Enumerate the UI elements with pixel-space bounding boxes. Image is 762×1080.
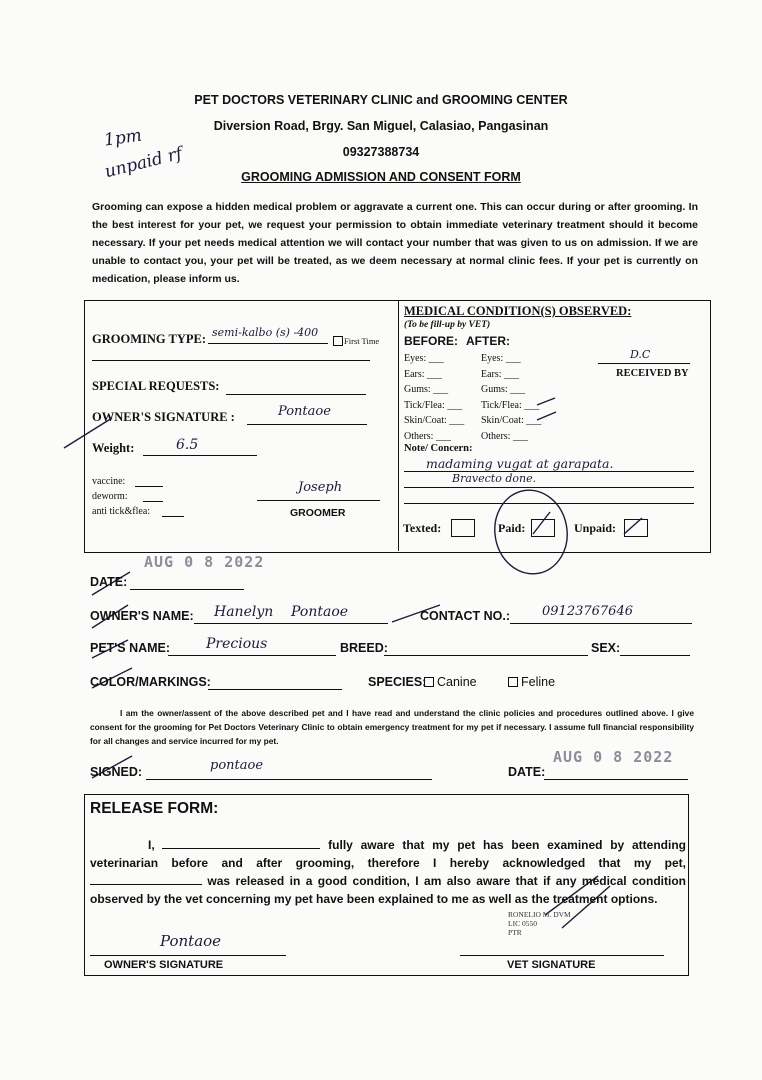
- after-label: AFTER:: [466, 334, 510, 348]
- owner-signature-value: Pontaoe: [278, 404, 331, 419]
- species-canine[interactable]: Canine: [424, 675, 477, 689]
- note-line-1[interactable]: madaming vugat at garapata.: [426, 456, 614, 471]
- date-stamp: AUG 0 8 2022: [144, 553, 265, 571]
- owner-signature-checkmark: [64, 418, 112, 448]
- margin-note-time: 1pm: [102, 125, 144, 151]
- medical-subtitle: (To be fill-up by VET): [404, 320, 491, 330]
- grooming-type-label: GROOMING TYPE:: [92, 332, 207, 346]
- clinic-name: PET DOCTORS VETERINARY CLINIC and GROOMING CENTER: [194, 93, 568, 107]
- owner-name-value[interactable]: Hanelyn Pontaoe: [214, 604, 349, 620]
- sex-label: SEX:: [591, 641, 621, 655]
- special-requests-label: SPECIAL REQUESTS:: [92, 379, 220, 393]
- before-list: Eyes: ___ Ears: ___ Gums: ___ Tick/Flea: ___ Skin/Coat: ___ Others: ___: [404, 353, 465, 442]
- groomer-name: Joseph: [298, 480, 343, 495]
- note-label: Note/ Concern:: [404, 443, 473, 454]
- form-title: GROOMING ADMISSION AND CONSENT FORM: [241, 170, 521, 184]
- clinic-phone: 09327388734: [342, 145, 420, 159]
- after-list: Eyes: ___ Ears: ___ Gums: ___ Tick/Flea: ___ Skin/Coat: ___ Others: ___: [481, 353, 542, 442]
- medical-title: MEDICAL CONDITION(S) OBSERVED:: [404, 304, 632, 318]
- consent-date-label: DATE:: [508, 765, 546, 779]
- grooming-type-value[interactable]: semi-kalbo (s) -400: [212, 326, 319, 339]
- release-title: RELEASE FORM:: [90, 800, 219, 817]
- species-feline[interactable]: Feline: [508, 675, 555, 689]
- consent-paragraph: I am the owner/assent of the above described pet and I have read and understand the clinic policies and procedures outlined above. I give consent for the grooming for Pet Doctors Veterinary Clinic to obtain emergency treatment for my pet if necessary. I assume full financial responsibility for all changes and service incurred for my pet.: [90, 708, 694, 746]
- margin-note-status: unpaid rf: [102, 143, 185, 183]
- vet-signature-label: VET SIGNATURE: [507, 959, 596, 971]
- weight-value[interactable]: 6.5: [176, 437, 199, 453]
- antitick-label: anti tick&flea:: [92, 506, 151, 517]
- received-by-label: RECEIVED BY: [616, 368, 689, 379]
- vet-stamp: RONELIO M. DVM LIC 0550 PTR: [508, 910, 571, 937]
- consent-date-stamp: AUG 0 8 2022: [553, 748, 674, 766]
- contact-value[interactable]: 09123767646: [542, 604, 633, 619]
- weight-label: Weight:: [92, 441, 135, 455]
- release-owner-signature-value: Pontaoe: [160, 932, 222, 950]
- after-ticks: [537, 398, 556, 420]
- deworm-label: deworm:: [92, 491, 128, 502]
- signed-label: SIGNED:: [90, 765, 143, 779]
- pet-name-value[interactable]: Precious: [206, 636, 268, 652]
- release-paragraph: I, fully aware that my pet has been examined by attending veterinarian before and after grooming, therefore I hereby acknowledged that my pet, was released in a good condition, I am also aware that if any medical condition observed by the vet concerning my pet have been explained to me as well as the treatment options.: [90, 838, 686, 906]
- owner-signature-label: OWNER'S SIGNATURE :: [92, 410, 235, 424]
- paid-label: Paid:: [498, 521, 526, 535]
- unpaid-label: Unpaid:: [574, 521, 617, 535]
- breed-label: BREED:: [340, 641, 388, 655]
- date-label: DATE:: [90, 575, 128, 589]
- paid-slash: [533, 512, 550, 534]
- first-time-label: First Time: [344, 336, 380, 346]
- contact-label: CONTACT NO.:: [420, 609, 511, 623]
- pet-name-label: PET'S NAME:: [90, 641, 171, 655]
- note-line-2[interactable]: Bravecto done.: [452, 472, 537, 485]
- received-by-value: D.C: [630, 348, 651, 361]
- color-markings-label: COLOR/MARKINGS:: [90, 675, 211, 689]
- groomer-label: GROOMER: [290, 507, 346, 519]
- release-owner-signature-label: OWNER'S SIGNATURE: [104, 959, 224, 971]
- clinic-address: Diversion Road, Brgy. San Miguel, Calasiao, Pangasinan: [213, 119, 549, 133]
- signed-value: pontaoe: [210, 758, 264, 773]
- paid-circle: [488, 484, 573, 579]
- unpaid-tick: [624, 518, 642, 534]
- owner-name-label: OWNER'S NAME:: [90, 609, 194, 623]
- species-label: SPECIES:: [368, 675, 427, 689]
- texted-label: Texted:: [403, 521, 442, 535]
- vaccine-label: vaccine:: [92, 476, 126, 487]
- before-label: BEFORE:: [404, 334, 458, 348]
- intro-paragraph: Grooming can expose a hidden medical problem or aggravate a current one. This can occur during or after grooming. In the best interest for your pet, we request your permission to obtain immediate veterinary treatment should it become necessary. If your pet needs medical attention we will contact your number that was given to us on admission. If we are unable to contact you, your pet will be treated, as we deem necessary at normal clinic fees. If your pet is currently on medication, please inform us.: [92, 201, 698, 285]
